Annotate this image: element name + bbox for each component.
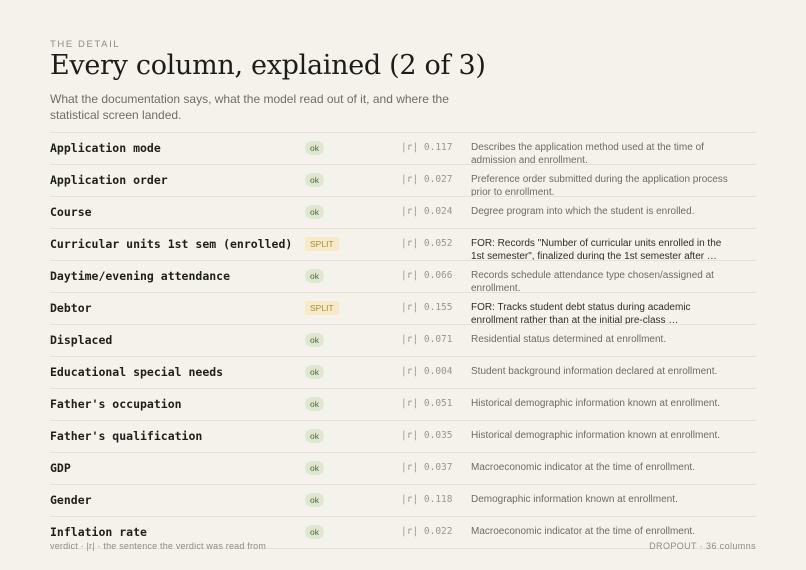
table-row <box>50 196 756 228</box>
correlation-value: |r| 0.155 <box>401 302 453 313</box>
column-description: Macroeconomic indicator at the time of enrollment. <box>471 462 695 473</box>
eyebrow-label: THE DETAIL <box>50 39 121 50</box>
column-name: Gender <box>50 493 92 507</box>
footer-dataset-label: DROPOUT · 36 columns <box>649 541 756 551</box>
correlation-value: |r| 0.052 <box>401 238 453 249</box>
column-name: Course <box>50 205 92 219</box>
table-row <box>50 356 756 388</box>
correlation-value: |r| 0.066 <box>401 270 453 281</box>
correlation-value: |r| 0.117 <box>401 142 453 153</box>
correlation-value: |r| 0.118 <box>401 494 453 505</box>
verdict-badge: SPLIT <box>305 301 339 315</box>
column-description: FOR: Tracks student debt status during academic enrollment rather than at the initial pre-class … <box>471 302 691 326</box>
page-title: Every column, explained (2 of 3) <box>50 50 486 81</box>
column-description: Residential status determined at enrollment. <box>471 334 667 345</box>
column-description: Describes the application method used at the time of admission and enrollment. <box>471 142 704 166</box>
table-row <box>50 452 756 484</box>
correlation-value: |r| 0.051 <box>401 398 453 409</box>
correlation-value: |r| 0.037 <box>401 462 453 473</box>
verdict-badge: ok <box>305 173 324 187</box>
table-row <box>50 388 756 420</box>
column-description: Historical demographic information known at enrollment. <box>471 430 721 441</box>
columns-table <box>50 132 756 549</box>
column-name: Educational special needs <box>50 365 224 379</box>
correlation-value: |r| 0.022 <box>401 526 453 537</box>
column-description: Degree program into which the student is enrolled. <box>471 206 695 217</box>
table-row <box>50 484 756 516</box>
footer-legend: verdict · |r| · the sentence the verdict was read from <box>50 541 267 551</box>
verdict-badge: ok <box>305 333 324 347</box>
verdict-badge: ok <box>305 525 324 539</box>
column-name: Displaced <box>50 333 113 347</box>
table-row <box>50 292 756 324</box>
column-name: Curricular units 1st sem (enrolled) <box>50 237 293 251</box>
column-description: FOR: Records "Number of curricular units enrolled in the 1st semester", finalized during the 1st semester after … <box>471 238 722 262</box>
table-row <box>50 132 756 164</box>
correlation-value: |r| 0.027 <box>401 174 453 185</box>
verdict-badge: ok <box>305 461 324 475</box>
verdict-badge: SPLIT <box>305 237 339 251</box>
correlation-value: |r| 0.024 <box>401 206 453 217</box>
verdict-badge: ok <box>305 269 324 283</box>
page-subtitle: What the documentation says, what the model read out of it, and where the statistical screen landed. <box>50 92 449 122</box>
column-name: GDP <box>50 461 71 475</box>
verdict-badge: ok <box>305 429 324 443</box>
column-name: Daytime/evening attendance <box>50 269 231 283</box>
table-row <box>50 228 756 260</box>
verdict-badge: ok <box>305 397 324 411</box>
table-row <box>50 420 756 452</box>
verdict-badge: ok <box>305 365 324 379</box>
column-description: Historical demographic information known at enrollment. <box>471 398 721 409</box>
correlation-value: |r| 0.035 <box>401 430 453 441</box>
correlation-value: |r| 0.071 <box>401 334 453 345</box>
correlation-value: |r| 0.004 <box>401 366 453 377</box>
column-description: Demographic information known at enrollment. <box>471 494 678 505</box>
column-name: Inflation rate <box>50 525 147 539</box>
table-row <box>50 260 756 292</box>
verdict-badge: ok <box>305 141 324 155</box>
column-description: Records schedule attendance type chosen/assigned at enrollment. <box>471 270 714 294</box>
column-description: Macroeconomic indicator at the time of enrollment. <box>471 526 695 537</box>
column-name: Father's qualification <box>50 429 203 443</box>
verdict-badge: ok <box>305 493 324 507</box>
table-row <box>50 164 756 196</box>
column-name: Application mode <box>50 141 161 155</box>
column-description: Preference order submitted during the application process prior to enrollment. <box>471 174 728 198</box>
verdict-badge: ok <box>305 205 324 219</box>
column-name: Father's occupation <box>50 397 182 411</box>
table-row <box>50 324 756 356</box>
column-name: Debtor <box>50 301 92 315</box>
column-name: Application order <box>50 173 168 187</box>
column-description: Student background information declared at enrollment. <box>471 366 718 377</box>
